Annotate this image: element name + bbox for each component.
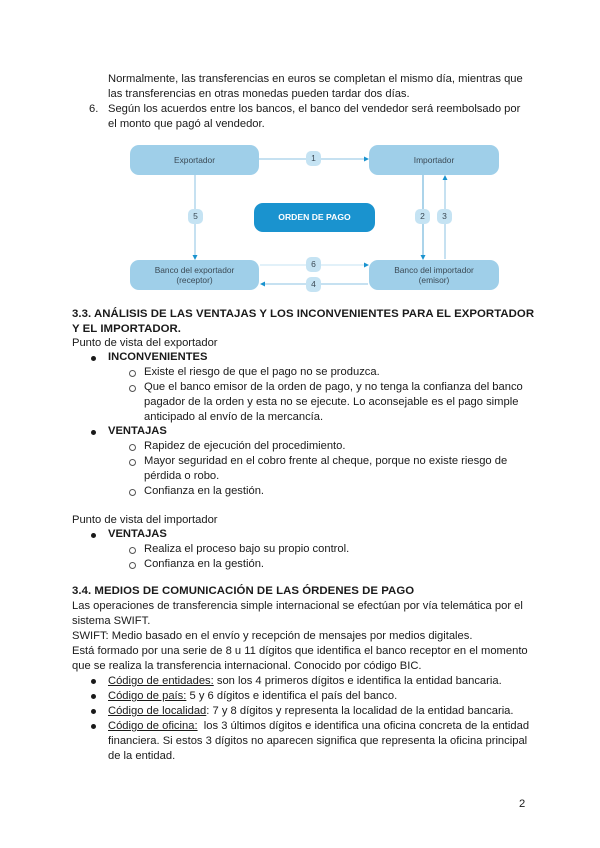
- circle-bullet-icon: [129, 489, 136, 496]
- section-heading: 3.4. MEDIOS DE COMUNICACIÓN DE LAS ÓRDENES DE PAGO: [72, 585, 415, 597]
- banco-exportador-role: (receptor): [176, 275, 213, 285]
- list-number: 6.: [89, 103, 99, 115]
- list-item: Mayor seguridad en el cobro frente al cheque, porque no existe riesgo de: [144, 455, 508, 467]
- code-desc: los 3 últimos dígitos e identifica una oficina concreta de la entidad: [197, 720, 530, 732]
- code-item-pais: [108, 689, 397, 704]
- paragraph-line: las transferencias en otras monedas pueden tardar dos días.: [108, 88, 410, 100]
- step-badge-6: 6: [306, 257, 321, 272]
- bullet-icon: [91, 724, 96, 729]
- paragraph-line: sistema SWIFT.: [72, 615, 151, 627]
- list-item: Que el banco emisor de la orden de pago, y no tenga la confianza del banco: [144, 381, 523, 393]
- step-badge-4: 4: [306, 277, 321, 292]
- bullet-icon: [91, 709, 96, 714]
- list-item-text: Según los acuerdos entre los bancos, el banco del vendedor será reembolsado por: [108, 103, 521, 115]
- code-term: Código de entidades:: [108, 675, 214, 687]
- bullet-icon: [91, 356, 96, 361]
- paragraph-line: Está formado por una serie de 8 u 11 dígitos que identifica el banco receptor en el momento: [72, 645, 528, 657]
- exportador-box: [130, 145, 259, 175]
- paragraph-line: que se realiza la transferencia internacional. Conocido por código BIC.: [72, 660, 422, 672]
- paragraph-line: Normalmente, las transferencias en euros se completan el mismo día, mientras que: [108, 73, 523, 85]
- importador-ventajas-label: VENTAJAS: [108, 528, 167, 540]
- banco-importador-label: Banco del importador: [394, 265, 474, 275]
- step-badge-1: 1: [306, 151, 321, 166]
- orden-de-pago-label: ORDEN DE PAGO: [278, 212, 351, 223]
- circle-bullet-icon: [129, 562, 136, 569]
- circle-bullet-icon: [129, 444, 136, 451]
- banco-exportador-label: Banco del exportador: [154, 265, 235, 275]
- banco-importador-role: (emisor): [418, 275, 450, 285]
- orden-de-pago-box: [254, 203, 375, 232]
- list-item: Confianza en la gestión.: [144, 558, 265, 570]
- importador-box: [369, 145, 499, 175]
- ventajas-label: VENTAJAS: [108, 425, 167, 437]
- banco-importador-box: [369, 260, 499, 290]
- code-item-entidades: [108, 674, 502, 689]
- importador-label: Importador: [413, 155, 455, 165]
- subheading-importador: Punto de vista del importador: [72, 514, 218, 526]
- section-heading: 3.3. ANÁLISIS DE LAS VENTAJAS Y LOS INCONVENIENTES PARA EL EXPORTADOR: [72, 308, 535, 320]
- code-item-cont: financiera. Si estos 3 dígitos no aparecen significa que representa la oficina principal: [108, 735, 528, 747]
- circle-bullet-icon: [129, 370, 136, 377]
- code-desc: : 7 y 8 dígitos y representa la localidad de la entidad bancaria.: [206, 705, 514, 717]
- list-item: Existe el riesgo de que el pago no se produzca.: [144, 366, 380, 378]
- circle-bullet-icon: [129, 459, 136, 466]
- paragraph-line: SWIFT: Medio basado en el envío y recepción de mensajes por medios digitales.: [72, 630, 473, 642]
- list-item-cont: pérdida o robo.: [144, 470, 220, 482]
- code-desc: son los 4 primeros dígitos e identifica la entidad bancaria.: [213, 675, 502, 687]
- diagram-connectors: [0, 0, 600, 320]
- inconvenientes-label: INCONVENIENTES: [108, 351, 208, 363]
- list-item: Confianza en la gestión.: [144, 485, 265, 497]
- list-item: Realiza el proceso bajo su propio control.: [144, 543, 350, 555]
- step-badge-2: 2: [415, 209, 430, 224]
- page-number: 2: [519, 798, 526, 810]
- list-item-cont: pagador de la orden y esta no se ejecute. Lo aconsejable es el pago simple: [144, 396, 519, 408]
- banco-exportador-box: [130, 260, 259, 290]
- list-item-cont: anticipado al envío de la mercancía.: [144, 411, 324, 423]
- paragraph-line: Las operaciones de transferencia simple internacional se efectúan por vía telemática por el: [72, 600, 523, 612]
- list-item: Rapidez de ejecución del procedimiento.: [144, 440, 346, 452]
- circle-bullet-icon: [129, 547, 136, 554]
- step-badge-5: 5: [188, 209, 203, 224]
- bullet-icon: [91, 694, 96, 699]
- list-item-text: el monto que pagó al vendedor.: [108, 118, 265, 130]
- code-item-cont: de la entidad.: [108, 750, 176, 762]
- code-term: Código de país:: [108, 690, 187, 702]
- subheading-exportador: Punto de vista del exportador: [72, 337, 218, 349]
- code-term: Código de oficina:: [108, 720, 198, 732]
- code-term: Código de localidad: [108, 705, 207, 717]
- code-item-localidad: [108, 704, 514, 719]
- bullet-icon: [91, 430, 96, 435]
- bullet-icon: [91, 679, 96, 684]
- bullet-icon: [91, 533, 96, 538]
- step-badge-3: 3: [437, 209, 452, 224]
- circle-bullet-icon: [129, 385, 136, 392]
- section-heading-cont: Y EL IMPORTADOR.: [72, 323, 182, 335]
- exportador-label: Exportador: [174, 155, 215, 165]
- code-item-oficina: [108, 719, 529, 734]
- code-desc: 5 y 6 dígitos e identifica el país del banco.: [186, 690, 398, 702]
